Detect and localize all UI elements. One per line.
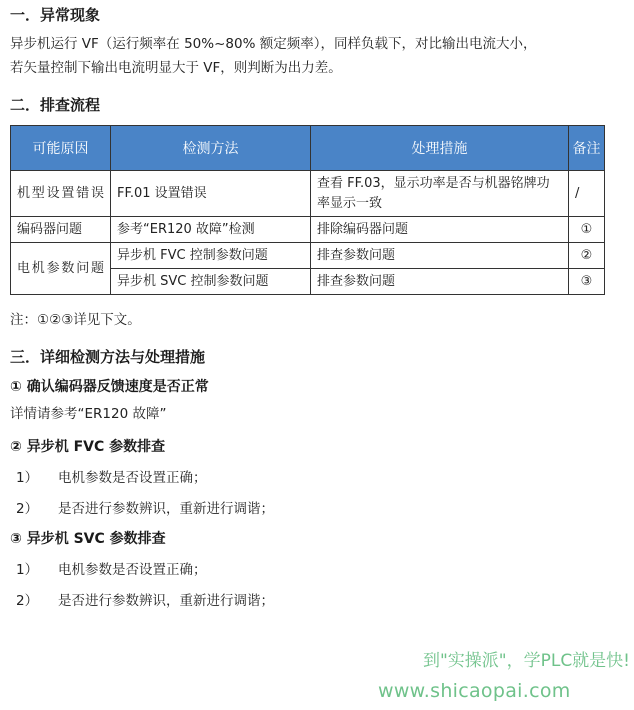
sub1-title: ① 确认编码器反馈速度是否正常	[10, 379, 209, 395]
section1-title: 一．异常现象	[10, 6, 101, 24]
sub3-item2-number: 2）	[16, 593, 39, 609]
sub3-item2-text: 是否进行参数辨识，重新进行调谐；	[58, 593, 274, 609]
table-cell-method: 异步机 FVC 控制参数问题	[111, 243, 311, 269]
sub3-item1-text: 电机参数是否设置正确；	[58, 562, 207, 578]
table-cell-action: 排除编码器问题	[311, 217, 569, 243]
table-header-cause: 可能原因	[11, 126, 111, 171]
sub2-item1-text: 电机参数是否设置正确；	[58, 470, 207, 486]
table-cell-note: ③	[569, 269, 605, 295]
table-cell-method: FF.01 设置错误	[111, 171, 311, 217]
table-cell-action: 排查参数问题	[311, 269, 569, 295]
table-row	[11, 217, 605, 243]
table-header-note: 备注	[569, 126, 605, 171]
table-cell-action: 排查参数问题	[311, 243, 569, 269]
table-cell-cause: 编码器问题	[11, 217, 111, 243]
section1-line1: 异步机运行 VF（运行频率在 50%~80% 额定频率），同样负载下，对比输出电流大小，	[10, 36, 537, 52]
table-cell-cause: 机型设置错误	[11, 171, 111, 217]
table-header-action: 处理措施	[311, 126, 569, 171]
troubleshoot-table	[10, 125, 605, 295]
section1-line2: 若矢量控制下输出电流明显大于 VF，则判断为出力差。	[10, 60, 342, 76]
table-header-row	[11, 126, 605, 171]
section3-title: 三．详细检测方法与处理措施	[10, 348, 206, 366]
sub2-item1-number: 1）	[16, 470, 39, 486]
sub3-item1-number: 1）	[16, 562, 39, 578]
table-cell-note: /	[569, 171, 605, 217]
sub2-item2-text: 是否进行参数辨识，重新进行调谐；	[58, 501, 274, 517]
table-cell-cause: 电机参数问题	[11, 243, 111, 295]
sub3-title: ③ 异步机 SVC 参数排查	[10, 531, 166, 547]
table-cell-action: 查看 FF.03，显示功率是否与机器铭牌功率显示一致	[311, 171, 569, 217]
table-row	[11, 171, 605, 217]
section2-title: 二．排查流程	[10, 96, 101, 114]
table-cell-method: 参考“ER120 故障”检测	[111, 217, 311, 243]
watermark-url: www.shicaopai.com	[378, 680, 571, 702]
table-footnote: 注：①②③详见下文。	[10, 312, 141, 328]
table-row	[11, 243, 605, 269]
sub2-title: ② 异步机 FVC 参数排查	[10, 439, 166, 455]
sub2-item2-number: 2）	[16, 501, 39, 517]
table-cell-note: ①	[569, 217, 605, 243]
table-cell-method: 异步机 SVC 控制参数问题	[111, 269, 311, 295]
watermark-slogan: 到"实操派"，学PLC就是快!	[422, 651, 630, 671]
table-header-method: 检测方法	[111, 126, 311, 171]
sub1-text: 详情请参考“ER120 故障”	[10, 406, 167, 422]
table-cell-note: ②	[569, 243, 605, 269]
